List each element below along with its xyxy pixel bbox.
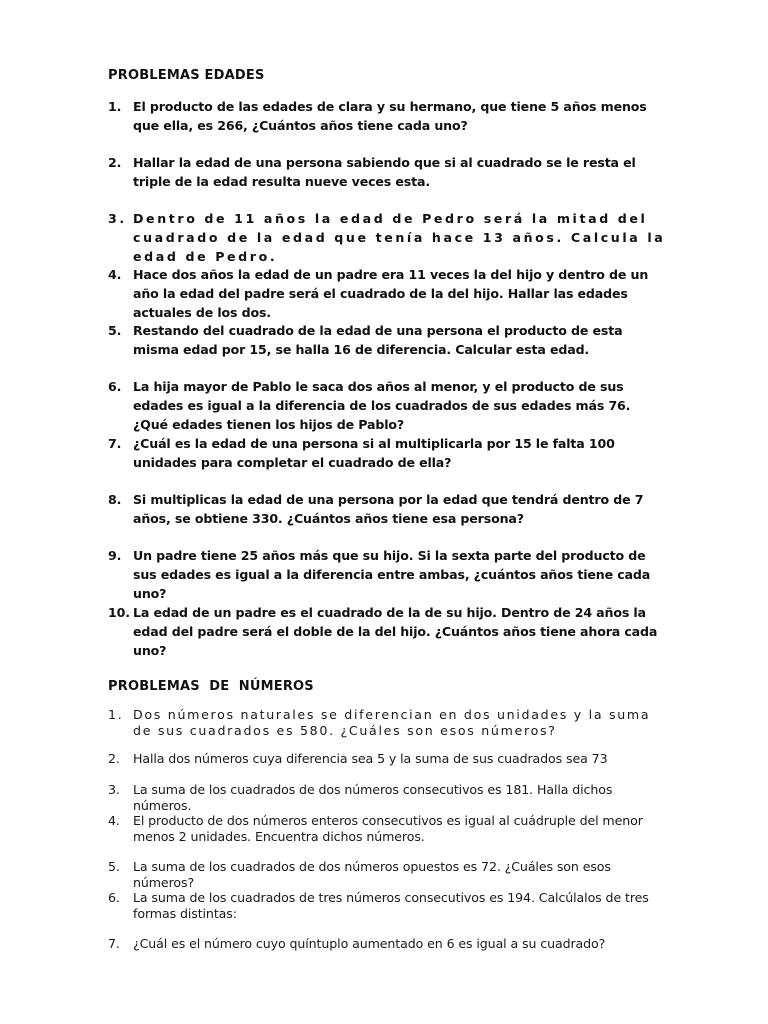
problem-edades-2	[108, 153, 668, 191]
problem-text: Si multiplicas la edad de una persona por la edad que tendrá dentro de 7 años, se obtiene 330. ¿Cuántos años tiene esa persona?	[133, 492, 644, 526]
problem-text: Halla dos números cuya diferencia sea 5 y la suma de sus cuadrados sea 73	[133, 751, 608, 766]
problem-number: 3.	[108, 782, 120, 797]
section-heading-numeros: PROBLEMAS DE NÚMEROS	[108, 679, 314, 694]
section-heading-edades: PROBLEMAS EDADES	[108, 68, 265, 83]
problem-edades-4	[108, 265, 668, 322]
problem-text: La suma de los cuadrados de dos números opuestos es 72. ¿Cuáles son esos números?	[133, 859, 611, 890]
problem-number: 5.	[108, 859, 120, 874]
problem-text: Dentro de 11 años la edad de Pedro será la mitad del cuadrado de la edad que tenía hace 13 años. Calcula la edad de Pedro.	[133, 211, 666, 264]
problem-text: El producto de las edades de clara y su hermano, que tiene 5 años menos que ella, es 266, ¿Cuántos años tiene cada uno?	[133, 99, 647, 133]
problem-number: 2.	[108, 155, 122, 170]
problem-text: La edad de un padre es el cuadrado de la de su hijo. Dentro de 24 años la edad del padre será el doble de la del hijo. ¿Cuántos años tiene ahora cada uno?	[133, 605, 658, 658]
problem-number: 9.	[108, 548, 122, 563]
problem-number: 5.	[108, 323, 122, 338]
problem-edades-6	[108, 377, 668, 434]
problem-text: Hallar la edad de una persona sabiendo que si al cuadrado se le resta el triple de la edad resulta nueve veces esta.	[133, 155, 636, 189]
problem-text: La suma de los cuadrados de dos números consecutivos es 181. Halla dichos números.	[133, 782, 613, 813]
problem-edades-10	[108, 603, 668, 660]
problem-text: Un padre tiene 25 años más que su hijo. Si la sexta parte del producto de sus edades es igual a la diferencia entre ambas, ¿cuántos años tiene cada uno?	[133, 548, 651, 601]
problem-numeros-7	[108, 936, 668, 952]
problem-number: 4.	[108, 267, 122, 282]
problem-number: 1.	[108, 99, 122, 114]
problem-number: 1.	[108, 707, 124, 722]
problem-numeros-3	[108, 782, 668, 814]
problem-number: 3.	[108, 211, 127, 226]
problem-text: El producto de dos números enteros consecutivos es igual al cuádruple del menor menos 2 unidades. Encuentra dichos números.	[133, 813, 643, 844]
problem-text: Dos números naturales se diferencian en dos unidades y la suma de sus cuadrados es 580. ¿Cuáles son esos números?	[133, 707, 651, 738]
problem-text: ¿Cuál es el número cuyo quíntuplo aumentado en 6 es igual a su cuadrado?	[133, 936, 606, 951]
problem-number: 7.	[108, 436, 122, 451]
problem-text: Restando del cuadrado de la edad de una persona el producto de esta misma edad por 15, se halla 16 de diferencia. Calcular esta edad.	[133, 323, 623, 357]
problem-number: 4.	[108, 813, 120, 828]
problem-numeros-4	[108, 813, 668, 845]
problem-numeros-2	[108, 751, 668, 767]
problem-edades-8	[108, 490, 668, 528]
problem-numeros-1	[108, 707, 668, 739]
problem-edades-3	[108, 209, 668, 266]
problem-text: La suma de los cuadrados de tres números consecutivos es 194. Calcúlalos de tres formas distintas:	[133, 890, 649, 921]
problem-text: ¿Cuál es la edad de una persona si al multiplicarla por 15 le falta 100 unidades para completar el cuadrado de ella?	[133, 436, 615, 470]
problem-number: 2.	[108, 751, 120, 766]
problem-edades-5	[108, 321, 668, 359]
problem-edades-7	[108, 434, 668, 472]
problem-numeros-5	[108, 859, 668, 891]
problem-number: 6.	[108, 890, 120, 905]
problem-text: Hace dos años la edad de un padre era 11 veces la del hijo y dentro de un año la edad del padre será el cuadrado de la del hijo. Hallar las edades actuales de los dos.	[133, 267, 649, 320]
problem-number: 6.	[108, 379, 122, 394]
problem-number: 10.	[108, 605, 130, 620]
problem-number: 8.	[108, 492, 122, 507]
problem-text: La hija mayor de Pablo le saca dos años al menor, y el producto de sus edades es igual a la diferencia de los cuadrados de sus edades más 76. ¿Qué edades tienen los hijos de Pablo?	[133, 379, 631, 432]
problem-numeros-6	[108, 890, 668, 922]
problem-number: 7.	[108, 936, 120, 951]
problem-edades-9	[108, 546, 668, 603]
problem-edades-1	[108, 97, 668, 135]
